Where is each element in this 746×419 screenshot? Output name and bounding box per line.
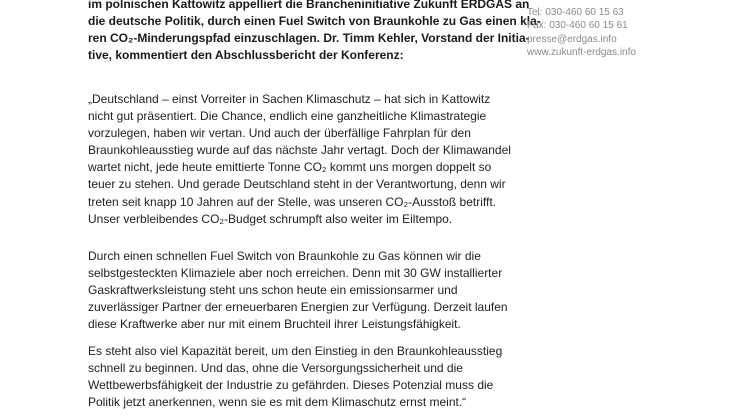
- quote-line: schnell zu beginnen. Und das, ohne die Versorgungssicherheit und die: [88, 361, 463, 376]
- quote-line: teuer zu stehen. Und gerade Deutschland steht in der Verantwortung, denn wir: [88, 177, 506, 192]
- contact-website[interactable]: www.zukunft-erdgas.info: [527, 46, 636, 58]
- intro-line: ren CO₂-Minderungspfad einzuschlagen. Dr. Timm Kehler, Vorstand der Initia-: [88, 31, 530, 45]
- quote-line: Braunkohleausstieg wurde auf das nächste Jahr vertagt. Doch der Klimawandel: [88, 143, 511, 158]
- quote-line: selbstgesteckten Klimaziele aber noch erreichen. Denn mit 30 GW installierter: [88, 266, 503, 281]
- quote-line: vorzulegen, haben wir vertan. Und auch der überfällige Fahrplan für den: [88, 126, 471, 141]
- quote-line: Gaskraftwerksleistung steht uns schon heute ein emissionsarmer und: [88, 283, 458, 298]
- quote-paragraph-1: [88, 91, 518, 228]
- press-release-intro: [88, 0, 541, 64]
- quote-line: Politik jetzt anerkennen, wenn sie es mit dem Klimaschutz ernst meint.“: [88, 395, 467, 410]
- quote-line: „Deutschland – einst Vorreiter in Sachen Klimaschutz – hat sich in Kattowitz: [88, 92, 491, 106]
- contact-email[interactable]: presse@erdgas.info: [527, 33, 617, 45]
- intro-line: die deutsche Politik, durch einen Fuel Switch von Braunkohle zu Gas einen kla-: [88, 14, 541, 28]
- contact-phone: Tel: 030-460 60 15 63: [527, 7, 624, 18]
- quote-paragraph-2: [88, 248, 518, 333]
- quote-line: diese Kraftwerke aber nur mit einem Bruchteil ihrer Leistungsfähigkeit.: [88, 317, 461, 332]
- quote-line: Durch einen schnellen Fuel Switch von Braunkohle zu Gas können wir die: [88, 249, 481, 263]
- quote-line: Es steht also viel Kapazität bereit, um den Einstieg in den Braunkohleausstieg: [88, 344, 503, 358]
- intro-line: tive, kommentiert den Abschlussbericht der Konferenz:: [88, 48, 404, 62]
- quote-paragraph-3: [88, 343, 518, 411]
- quote-line: nicht gut präsentiert. Die Chance, endlich eine ganzheitliche Klimastrategie: [88, 109, 487, 124]
- quote-line: wartet nicht, jede heute emittierte Tonne CO₂ kommt uns morgen doppelt so: [88, 160, 492, 175]
- intro-line: im polnischen Kattowitz appelliert die Brancheninitiative Zukunft ERDGAS an: [88, 0, 530, 11]
- contact-fax: Fax: 030-460 60 15 61: [527, 20, 628, 32]
- quote-line: zuverlässiger Partner der erneuerbaren Energien zur Verfügung. Derzeit laufen: [88, 300, 508, 315]
- quote-line: Unser verbleibendes CO₂-Budget schrumpft also weiter im Eiltempo.: [88, 211, 453, 226]
- quote-line: treten seit knapp 10 Jahren auf der Stelle, was unseren CO₂-Ausstoß betrifft.: [88, 194, 496, 209]
- quote-line: Wettbewerbsfähigkeit der Industrie zu gefährden. Dieses Potenzial muss die: [88, 378, 494, 393]
- press-contact-block: [527, 6, 737, 59]
